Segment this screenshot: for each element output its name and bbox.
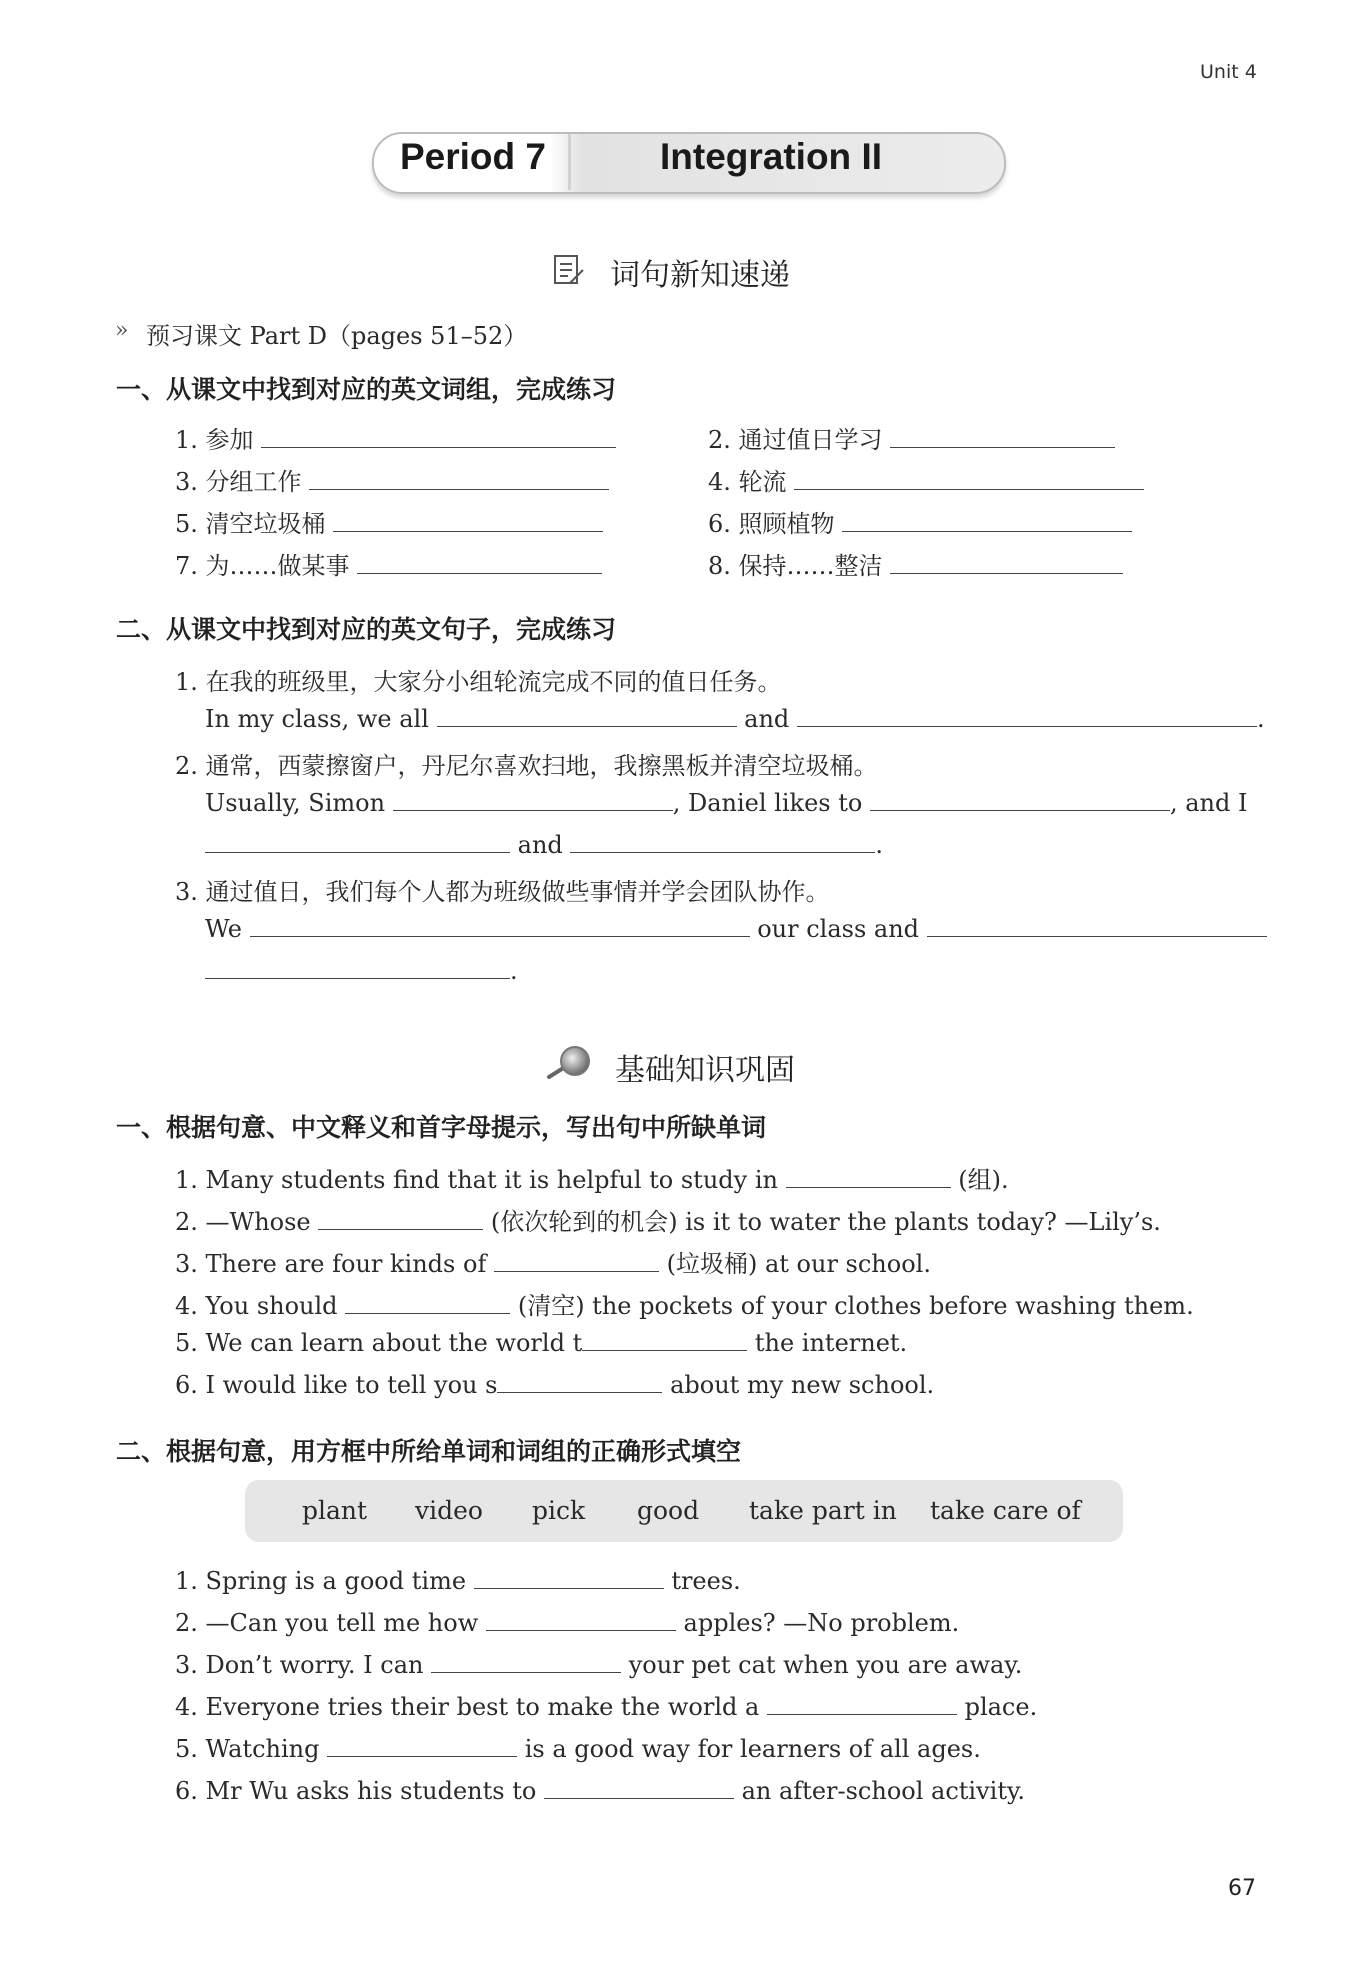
answer-blank[interactable] <box>890 425 1115 448</box>
fill-item-6: 6. I would like to tell you s about my new school. <box>175 1371 935 1399</box>
phrase-item-2: 2. 通过值日学习 <box>708 420 1115 455</box>
fill-item-3: 3. There are four kinds of (垃圾桶) at our school. <box>175 1250 931 1278</box>
answer-blank[interactable] <box>309 467 609 490</box>
sentence-2-english-cont: and . <box>205 830 883 859</box>
answer-blank[interactable] <box>474 1566 664 1589</box>
answer-blank[interactable] <box>486 1608 676 1631</box>
answer-blank[interactable] <box>582 1328 747 1351</box>
answer-blank[interactable] <box>570 830 875 853</box>
answer-blank[interactable] <box>870 788 1170 811</box>
word-box-item: take part in <box>749 1496 897 1525</box>
answer-blank[interactable] <box>261 425 616 448</box>
answer-blank[interactable] <box>250 914 750 937</box>
unit-label: Unit 4 <box>1200 61 1257 83</box>
phrase-item-6: 6. 照顾植物 <box>708 504 1132 539</box>
word-box-item: good <box>637 1496 700 1525</box>
fill-item-5: 5. We can learn about the world t the internet. <box>175 1329 908 1357</box>
phrase-item-8: 8. 保持……整洁 <box>708 546 1123 581</box>
double-chevron-icon: » <box>115 318 129 343</box>
word-fill-item-6: 6. Mr Wu asks his students to an after-school activity. <box>175 1777 1025 1805</box>
sentence-3-english: We our class and <box>205 914 1267 943</box>
word-fill-item-1: 1. Spring is a good time trees. <box>175 1567 741 1595</box>
answer-blank[interactable] <box>927 914 1267 937</box>
basics-part1-heading: 一、根据句意、中文释义和首字母提示，写出句中所缺单词 <box>116 1113 767 1142</box>
page-number: 67 <box>1228 1876 1256 1901</box>
answer-blank[interactable] <box>497 1370 662 1393</box>
fill-item-4: 4. You should (清空) the pockets of your clothes before washing them. <box>175 1292 1194 1320</box>
answer-blank[interactable] <box>797 704 1257 727</box>
phrase-item-4: 4. 轮流 <box>708 462 1144 497</box>
answer-blank[interactable] <box>786 1165 951 1188</box>
word-fill-item-2: 2. —Can you tell me how apples? —No problem. <box>175 1609 960 1637</box>
answer-blank[interactable] <box>205 956 510 979</box>
answer-blank[interactable] <box>205 830 510 853</box>
part2-heading: 二、从课文中找到对应的英文句子，完成练习 <box>116 615 617 644</box>
answer-blank[interactable] <box>842 509 1132 532</box>
word-box-item: pick <box>532 1496 586 1525</box>
answer-blank[interactable] <box>393 788 673 811</box>
magnifier-icon <box>545 1043 595 1087</box>
answer-blank[interactable] <box>544 1776 734 1799</box>
word-fill-item-5: 5. Watching is a good way for learners of all ages. <box>175 1735 981 1763</box>
preview-note: 预习课文 Part D（pages 51–52） <box>146 322 528 350</box>
answer-blank[interactable] <box>794 467 1144 490</box>
phrase-item-5: 5. 清空垃圾桶 <box>175 504 603 539</box>
section-title-basics: 基础知识巩固 <box>615 1053 795 1088</box>
part1-heading: 一、从课文中找到对应的英文词组，完成练习 <box>116 375 617 404</box>
period-label: Period 7 <box>400 136 546 177</box>
answer-blank[interactable] <box>890 551 1123 574</box>
fill-item-1: 1. Many students find that it is helpful to study in (组). <box>175 1166 1009 1194</box>
notepad-icon <box>552 253 586 291</box>
answer-blank[interactable] <box>345 1291 510 1314</box>
answer-blank[interactable] <box>494 1249 659 1272</box>
fill-item-2: 2. —Whose (依次轮到的机会) is it to water the plants today? —Lily’s. <box>175 1208 1161 1236</box>
answer-blank[interactable] <box>357 551 602 574</box>
banner-divider <box>568 134 571 190</box>
answer-blank[interactable] <box>437 704 737 727</box>
basics-part2-heading: 二、根据句意，用方框中所给单词和词组的正确形式填空 <box>116 1437 742 1466</box>
answer-blank[interactable] <box>431 1650 621 1673</box>
sentence-1-english: In my class, we all and . <box>205 705 1265 733</box>
answer-blank[interactable] <box>318 1207 483 1230</box>
word-box-item: video <box>415 1496 483 1525</box>
section-title-preview: 词句新知速递 <box>610 258 790 293</box>
answer-blank[interactable] <box>333 509 603 532</box>
answer-blank[interactable] <box>767 1692 957 1715</box>
answer-blank[interactable] <box>327 1734 517 1757</box>
phrase-item-7: 7. 为……做某事 <box>175 546 602 581</box>
sentence-2-chinese: 2. 通常，西蒙擦窗户，丹尼尔喜欢扫地，我擦黑板并清空垃圾桶。 <box>175 752 878 780</box>
word-box-item: plant <box>302 1496 368 1525</box>
word-fill-item-3: 3. Don’t worry. I can your pet cat when you are away. <box>175 1651 1023 1679</box>
word-box-item: take care of <box>930 1496 1081 1525</box>
sentence-1-chinese: 1. 在我的班级里，大家分小组轮流完成不同的值日任务。 <box>175 668 782 696</box>
sentence-3-english-cont: . <box>205 956 518 985</box>
sentence-2-english: Usually, Simon , Daniel likes to , and I <box>205 789 1248 817</box>
phrase-item-3: 3. 分组工作 <box>175 462 609 497</box>
sentence-3-chinese: 3. 通过值日，我们每个人都为班级做些事情并学会团队协作。 <box>175 878 830 906</box>
word-fill-item-4: 4. Everyone tries their best to make the world a place. <box>175 1693 1038 1721</box>
lesson-title: Integration II <box>660 136 882 177</box>
phrase-item-1: 1. 参加 <box>175 420 616 455</box>
